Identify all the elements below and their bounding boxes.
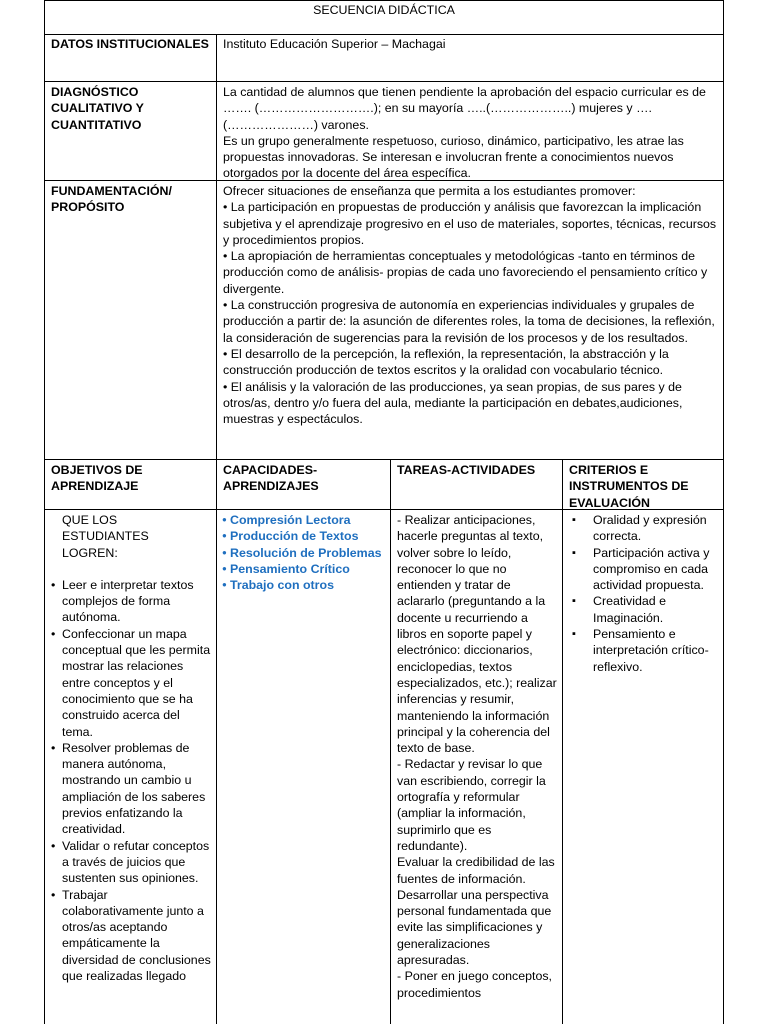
objetivos-cell bbox=[51, 512, 211, 984]
fundamentacion-text bbox=[223, 183, 718, 427]
fundamentacion-item: • La apropiación de herramientas conceptuales y metodológicas -tanto en términos de producción como de análisis- propias de cada uno favoreciendo el pensamiento crítico y divergente. bbox=[223, 249, 708, 296]
datos-label: DATOS INSTITUCIONALES bbox=[51, 37, 209, 51]
list-item: • Resolver problemas de manera autónoma, mostrando un cambio u ampliación de los saberes previos enfatizando la creatividad. bbox=[51, 740, 211, 838]
diagnostico-paragraph: La cantidad de alumnos que tienen pendiente la aprobación del espacio curricular es de ……. (……………………….); en su mayoría …..(………………..) mujeres y …. (…………………) varones. bbox=[223, 85, 706, 132]
header-capacidades: CAPACIDADES-APRENDIZAJES bbox=[223, 463, 319, 494]
list-item: ● Compresión Lectora bbox=[222, 512, 388, 528]
column-divider bbox=[562, 459, 563, 1024]
tareas-cell bbox=[397, 512, 557, 1001]
row-divider bbox=[44, 34, 724, 35]
list-item: ● Pensamiento Crítico bbox=[222, 561, 388, 577]
fundamentacion-item: • El análisis y la valoración de las producciones, ya sean propias, de sus pares y de otros/as, dentro y/o fuera del aula, mediante la participación en debates,audiciones, muestras y espectáculos. bbox=[223, 379, 683, 427]
header-objetivos: OBJETIVOS DE APRENDIZAJE bbox=[51, 463, 143, 494]
column-divider bbox=[216, 34, 217, 1024]
tarea-paragraph: - Poner en juego conceptos, procedimientos bbox=[397, 969, 552, 1000]
datos-value: Instituto Educación Superior – Machagai bbox=[223, 37, 446, 51]
objetivos-intro: QUE LOS ESTUDIANTES LOGREN: bbox=[62, 513, 149, 560]
tarea-paragraph: - Realizar anticipaciones, hacerle preguntas al texto, volver sobre lo leído, reconocer lo que no entienden y tratar de aclararlo (preguntando a la docente u recurriendo a libros en soporte papel y electrónico: diccionarios, enciclopedias, textos especializados, etc.); realizar inferencias y resumir, manteniendo la información principal y la coherencia del texto de base. bbox=[397, 513, 557, 756]
list-item: ▪ Oralidad y expresión correcta. bbox=[568, 512, 720, 545]
criterios-list bbox=[568, 512, 720, 675]
document-title: SECUENCIA DIDÁCTICA bbox=[313, 3, 455, 17]
list-item: ● Resolución de Problemas bbox=[222, 545, 388, 561]
fundamentacion-label: FUNDAMENTACIÓN/ PROPÓSITO bbox=[51, 184, 172, 215]
tarea-paragraph: Evaluar la credibilidad de las fuentes de información. bbox=[397, 855, 555, 886]
list-item: • Trabajar colaborativamente junto a otros/as aceptando empáticamente la diversidad de conclusiones que realizadas llegado bbox=[51, 887, 211, 985]
row-divider bbox=[44, 81, 724, 82]
fundamentacion-item: • El desarrollo de la percepción, la reflexión, la representación, la abstracción y la construcción producción de textos escritos y la oralidad con vocabulario técnico. bbox=[223, 346, 669, 378]
list-item: ● Trabajo con otros bbox=[222, 577, 388, 593]
criterios-cell bbox=[568, 512, 720, 675]
fundamentacion-intro: Ofrecer situaciones de enseñanza que permita a los estudiantes promover: bbox=[223, 184, 636, 198]
list-item: ▪ Pensamiento e interpretación crítico-reflexivo. bbox=[568, 626, 720, 675]
fundamentacion-item: • La participación en propuestas de producción y análisis que favorezcan la implicación subjetiva y el aprendizaje progresivo en el uso de materiales, soportes, técnicas, recursos y procedimientos propios. bbox=[223, 200, 717, 247]
tarea-paragraph: - Redactar y revisar lo que van escribiendo, corregir la ortografía y reformular (ampliar la información, suprimirlo que es redundante). bbox=[397, 757, 546, 853]
capacidades-list bbox=[222, 512, 388, 593]
list-item: • Confeccionar un mapa conceptual que les permita mostrar las relaciones entre conceptos y el conocimiento que se ha construido acerca del tema. bbox=[51, 626, 211, 740]
header-criterios: CRITERIOS E INSTRUMENTOS DE EVALUACIÓN bbox=[569, 463, 689, 510]
list-item: ▪ Participación activa y compromiso en cada actividad propuesta. bbox=[568, 545, 720, 594]
table-border-right bbox=[723, 0, 724, 1024]
header-tareas: TAREAS-ACTIVIDADES bbox=[397, 463, 536, 477]
list-item: ● Producción de Textos bbox=[222, 528, 388, 544]
table-border-left bbox=[44, 0, 45, 1024]
list-item: • Validar o refutar conceptos a través de juicios que sustenten sus opiniones. bbox=[51, 838, 211, 887]
capacidades-cell bbox=[222, 512, 388, 593]
list-item: ▪ Creatividad e Imaginación. bbox=[568, 593, 720, 626]
objetivos-list bbox=[51, 577, 211, 984]
fundamentacion-item: • La construcción progresiva de autonomía en experiencias individuales y grupales de producción a partir de: la asunción de diferentes roles, la toma de decisiones, la reflexión, la consideración de sugerencias para la revisión de los procesos y de los resultados. bbox=[223, 298, 715, 345]
table-border-top bbox=[44, 0, 724, 1]
diagnostico-text bbox=[223, 84, 718, 182]
column-divider bbox=[390, 459, 391, 1024]
tarea-paragraph: Desarrollar una perspectiva personal fundamentada que evite las simplificaciones y generalizaciones apresuradas. bbox=[397, 887, 552, 968]
row-divider bbox=[44, 459, 724, 460]
diagnostico-label: DIAGNÓSTICO CUALITATIVO Y CUANTITATIVO bbox=[51, 85, 144, 132]
diagnostico-paragraph: Es un grupo generalmente respetuoso, curioso, dinámico, participativo, les atrae las propuestas innovadoras. Se interesan e involucran frente a conocimientos nuevos otorgados por la docente del área específica. bbox=[223, 133, 684, 181]
list-item: • Leer e interpretar textos complejos de forma autónoma. bbox=[51, 577, 211, 626]
